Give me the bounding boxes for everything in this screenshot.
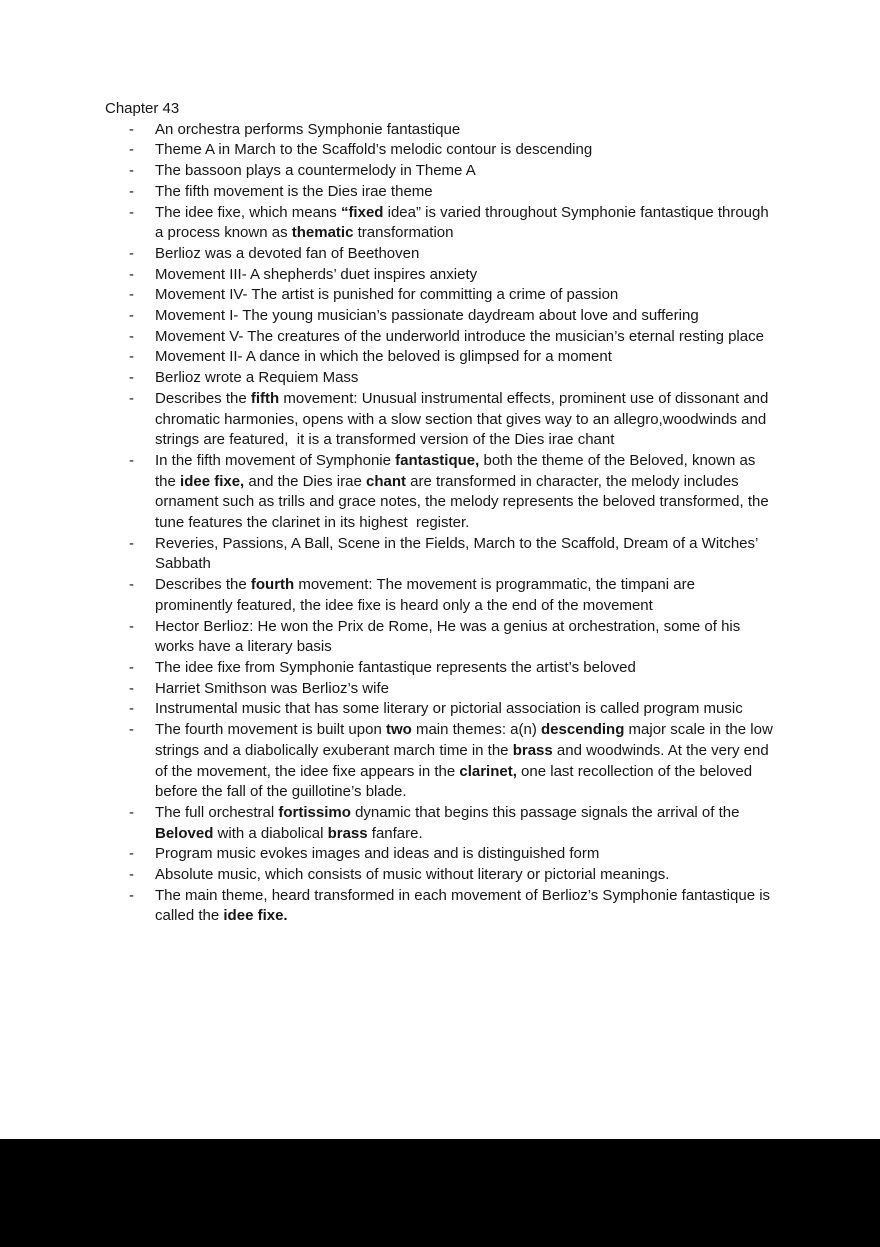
list-item [105,575,775,616]
list-item [105,327,775,348]
text-run: Describes the [155,576,251,594]
bullet-dash: - [129,182,134,200]
text-run: The full orchestral [155,803,279,821]
text-run: Absolute music, which consists of music without literary or pictorial meanings. [155,866,670,884]
text-run: Movement III- A shepherds’ duet inspires anxiety [155,265,478,283]
list-item [105,679,775,700]
list-item [105,699,775,720]
bullet-dash: - [129,286,134,304]
bold-text-run: descending [541,721,625,739]
list-item [105,161,775,182]
text-run: movement: The movement is programmatic, the timpani are prominently featured, the idee fixe is heard only a the end of the movement [155,576,700,614]
text-run: Describes the [155,389,251,407]
text-run: In the fifth movement of Symphonie [155,451,396,469]
text-run: and the Dies irae [244,472,366,490]
list-item [105,389,775,451]
text-run: transformation [353,224,454,242]
text-run: major scale in the low strings and a diabolically exuberant march time in the [155,721,777,759]
bullet-dash: - [129,307,134,325]
bullet-dash: - [129,348,134,366]
text-run: Instrumental music that has some literary or pictorial association is called program music [155,700,743,718]
text-run: An orchestra performs Symphonie fantastique [155,120,461,138]
bold-text-run: fortissimo [278,803,351,821]
bold-text-run: fantastique, [395,451,480,469]
bold-text-run: two [385,721,412,739]
list-item [105,617,775,658]
bullet-dash: - [129,451,134,469]
text-run: The idee fixe from Symphonie fantastique represents the artist’s beloved [155,658,636,676]
bold-text-run: Beloved [155,824,214,842]
text-run: movement: Unusual instrumental effects, prominent use of dissonant and chromatic harmonies, opens with a slow section that gives way to an allegro,woodwinds and strings are featured, it is a transformed version of the Dies irae chant [155,389,773,449]
bold-text-run: idee fixe, [180,472,245,490]
list-item [105,120,775,141]
bullet-dash: - [129,803,134,821]
bold-text-run: idee fixe. [223,907,288,925]
list-item [105,720,775,803]
bullet-dash: - [129,120,134,138]
list-item [105,368,775,389]
bullet-dash: - [129,866,134,884]
notes-list [105,120,775,927]
list-item [105,347,775,368]
bold-text-run: brass [327,824,368,842]
bullet-dash: - [129,721,134,739]
text-run: dynamic that begins this passage signals the arrival of the [350,803,744,821]
text-run: The idee fixe, which means [155,203,341,221]
list-item [105,534,775,575]
list-item [105,658,775,679]
text-run: idea” is varied throughout Symphonie fantastique through a process known as [155,203,773,242]
text-run: Movement II- A dance in which the beloved is glimpsed for a moment [155,348,612,366]
bold-text-run: “fixed [340,203,384,221]
list-item [105,844,775,865]
text-run: fanfare. [367,824,423,842]
text-run: both the theme of the Beloved, known as the [155,451,760,490]
list-item [105,203,775,244]
text-run: Movement IV- The artist is punished for committing a crime of passion [155,286,619,304]
text-run: The main theme, heard transformed in each movement of Berlioz’s Symphonie fantastique is called the [155,886,775,925]
list-item [105,182,775,203]
bottom-black-bar [0,1139,880,1247]
bullet-dash: - [129,886,134,904]
list-item [105,803,775,844]
list-item [105,244,775,265]
bullet-dash: - [129,534,134,552]
text-run: Movement I- The young musician’s passionate daydream about love and suffering [155,307,699,325]
bullet-dash: - [129,203,134,221]
bullet-dash: - [129,244,134,262]
text-run: The fifth movement is the Dies irae theme [155,182,433,200]
bold-text-run: fifth [250,389,280,407]
list-item [105,865,775,886]
text-run: Berlioz was a devoted fan of Beethoven [155,244,420,262]
bullet-dash: - [129,265,134,283]
list-item [105,265,775,286]
bullet-dash: - [129,162,134,180]
bullet-dash: - [129,700,134,718]
list-item [105,140,775,161]
text-run: Hector Berlioz: He won the Prix de Rome, He was a genius at orchestration, some of his works have a literary basis [155,617,745,656]
list-item [105,285,775,306]
text-run: main themes: a(n) [411,721,542,739]
bullet-dash: - [129,369,134,387]
list-item [105,451,775,534]
bold-text-run: fourth [250,576,295,594]
text-run: The bassoon plays a countermelody in Theme A [155,162,476,180]
list-item [105,306,775,327]
bold-text-run: brass [512,741,553,759]
list-item [105,886,775,927]
text-run: Theme A in March to the Scaffold’s melodic contour is descending [155,141,593,159]
text-run: are transformed in character, the melody includes ornament such as trills and grace notes, the melody represents the beloved transformed, the tune features the clarinet in its highest register. [155,472,773,532]
bold-text-run: chant [365,472,406,490]
bullet-dash: - [129,658,134,676]
chapter-heading: Chapter 43 [105,100,180,117]
text-run: one last recollection of the beloved before the fall of the guillotine’s blade. [155,762,757,801]
text-run: Reveries, Passions, A Ball, Scene in the Fields, March to the Scaffold, Dream of a Witches’ Sabbath [155,534,762,573]
bullet-dash: - [129,617,134,635]
text-run: Program music evokes images and ideas and is distinguished form [155,845,600,863]
bold-text-run: clarinet, [459,762,517,780]
bullet-dash: - [129,327,134,345]
text-run: Movement V- The creatures of the underworld introduce the musician’s eternal resting place [155,327,764,345]
text-run: and woodwinds. At the very end of the movement, the idee fixe appears in the [155,741,773,780]
bullet-dash: - [129,845,134,863]
text-run: with a diabolical [213,824,328,842]
bullet-dash: - [129,389,134,407]
text-run: Berlioz wrote a Requiem Mass [155,369,359,387]
bullet-dash: - [129,679,134,697]
text-run: The fourth movement is built upon [155,721,386,739]
bullet-dash: - [129,141,134,159]
bold-text-run: thematic [291,224,354,242]
bullet-dash: - [129,576,134,594]
text-run: Harriet Smithson was Berlioz’s wife [155,679,389,697]
